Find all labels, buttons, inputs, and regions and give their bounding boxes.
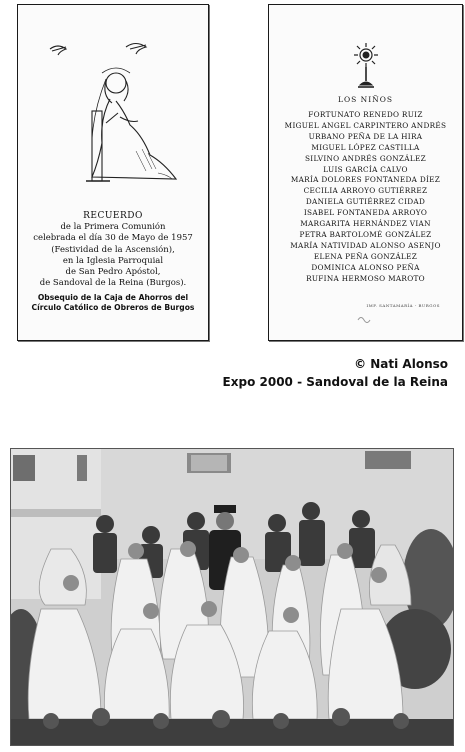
obsequio-text	[18, 293, 208, 313]
recuerdo-text	[18, 211, 208, 289]
ninos-title: LOS NIÑOS	[337, 95, 394, 104]
child-name: SILVINO ANDRÉS GONZÁLEZ	[304, 153, 427, 163]
child-name: ISABEL FONTANEDA ARROYO	[303, 208, 428, 218]
child-name: URBANO PEÑA DE LA HIRA	[308, 131, 423, 141]
child-name: DANIELA GUTIÉRREZ CIDAD	[305, 197, 426, 207]
child-name: ELENA PEÑA GONZÁLEZ	[313, 251, 418, 261]
child-name: MIGUEL LÓPEZ CASTILLA	[311, 142, 420, 152]
child-name: FORTUNATO RENEDO RUIZ	[308, 110, 423, 119]
recuerdo-line: de San Pedro Apóstol,	[65, 267, 161, 278]
recuerdo-line: (Festividad de la Ascensión),	[51, 244, 175, 255]
recuerdo-line: de Sandoval de la Reina (Burgos).	[39, 278, 187, 289]
faint-mark-icon	[357, 314, 371, 324]
group-photo	[10, 448, 454, 746]
recuerdo-line: en la Iglesia Parroquial	[62, 255, 164, 266]
event-caption: Expo 2000 - Sandoval de la Reina	[222, 375, 448, 389]
children-names-list	[269, 110, 462, 285]
child-name: CECILIA ARROYO GUTIÉRREZ	[303, 186, 428, 196]
child-name: LUIS GARCÍA CALVO	[323, 164, 408, 174]
printer-imprint: IMP. SANTAMARÍA - BURGOS	[366, 303, 440, 308]
recuerdo-line: de la Primera Comunión	[60, 222, 166, 233]
copyright-caption: © Nati Alonso	[354, 357, 448, 371]
group-photo-image	[11, 449, 453, 745]
child-name: MIGUEL ANGEL CARPINTERO ANDRÉS	[284, 120, 447, 130]
recuerdo-card-back	[268, 4, 463, 341]
child-name: MARGARITA HERNÁNDEZ VIAN	[300, 219, 431, 229]
obsequio-line: Círculo Católico de Obreros de Burgos	[31, 303, 195, 312]
child-name: MARÍA NATIVIDAD ALONSO ASENJO	[290, 240, 441, 250]
recuerdo-line: celebrada el día 30 de Mayo de 1957	[33, 233, 193, 244]
recuerdo-card-front	[17, 4, 209, 341]
kneeling-girl-illustration	[40, 33, 190, 193]
child-name: RUFINA HERMOSO MAROTO	[306, 273, 425, 283]
monstrance-icon	[351, 41, 381, 91]
child-name: PETRA BARTOLOMÉ GONZÁLEZ	[299, 229, 432, 239]
child-name: MARÍA DOLORES FONTANEDA DÍEZ	[290, 175, 441, 185]
child-name: DOMINICA ALONSO PEÑA	[311, 262, 420, 272]
obsequio-line: Obsequio de la Caja de Ahorros del	[37, 293, 189, 302]
recuerdo-title: RECUERDO	[83, 211, 143, 221]
